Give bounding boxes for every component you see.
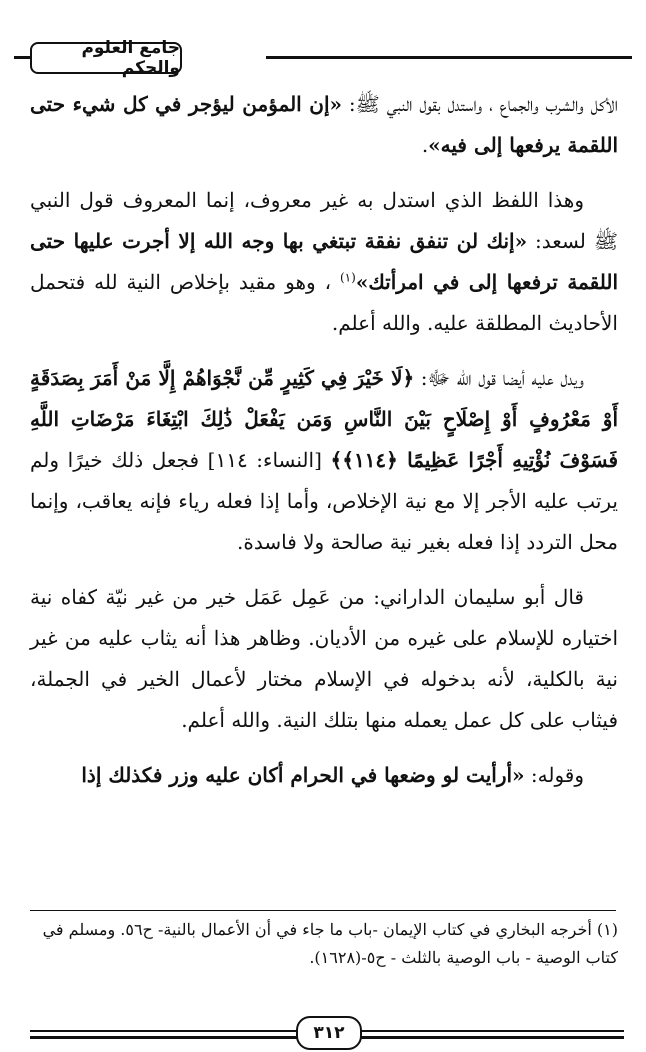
paragraph-3 bbox=[30, 358, 618, 563]
paragraph-2-text: وهذا اللفظ الذي استدل به غير معروف، إنما المعروف قول النبي ﷺ لسعد: bbox=[30, 188, 618, 253]
hadith-quote-3: «أرأيت لو وضعها في الحرام أكان عليه وزر فكذلك إذا bbox=[81, 763, 525, 787]
footnote-divider bbox=[30, 910, 616, 911]
page-number: ٣١٢ bbox=[296, 1016, 362, 1050]
paragraph-3-text: ويدل عليه أيضا قول الله ﷻ: bbox=[414, 366, 584, 390]
paragraph-1 bbox=[30, 84, 618, 166]
paragraph-4 bbox=[30, 577, 618, 741]
footnote: (١) أخرجه البخاري في كتاب الإيمان -باب ما جاء في أن الأعمال بالنية- ح٥٦. ومسلم في كتاب الوصية - باب الوصية بالثلث - ح٥-(١٦٢٨). bbox=[42, 920, 618, 967]
hadith-quote-2: «إنك لن تنفق نفقة تبتغي بها وجه الله إلا أجرت عليها حتى اللقمة ترفعها إلى في امرأتك» bbox=[30, 229, 619, 294]
paragraph-2-tail: ، وهو مقيد بإخلاص النية لله فتحمل الأحاديث المطلقة عليه. والله أعلم. bbox=[30, 270, 618, 335]
book-title: جامع العلوم والحكم bbox=[30, 42, 182, 74]
paragraph-4-text: قال أبو سليمان الداراني: من عَمِل عَمَل خير من غير نيّة كفاه نية اختياره للإسلام على غيره من الأديان. وظاهر هذا أنه يثاب عليه من غير نية بالكلية، لأنه بدخوله في الإسلام مختار لأعمال الخير في الجملة، فيثاب على كل عمل يعمله منها بتلك النية. والله أعلم. bbox=[30, 585, 618, 732]
paragraph-3-tail: [النساء: ١١٤] فجعل ذلك خيرًا ولم يرتب عليه الأجر إلا مع نية الإخلاص، وأما إذا فعله رياء فإنه يعاقب، وإنما محل التردد إذا فعله بغير نية صالحة ولا فاسدة. bbox=[30, 448, 618, 554]
paragraph-2 bbox=[30, 180, 618, 344]
running-header bbox=[14, 38, 632, 78]
paragraph-5 bbox=[30, 755, 618, 796]
paragraph-1-text: الأكل والشرب والجماع ، واستدل بقول النبي ﷺ: bbox=[342, 92, 618, 116]
footnote-marker[interactable]: (١) bbox=[339, 270, 356, 285]
main-text bbox=[30, 84, 618, 810]
hadith-quote-1: «إن المؤمن ليؤجر في كل شيء حتى اللقمة يرفعها إلى فيه» bbox=[30, 92, 618, 157]
paragraph-5-text: وقوله: bbox=[524, 763, 584, 787]
header-rule-right bbox=[266, 56, 632, 59]
quran-verse: ﴿لَا خَيْرَ فِي كَثِيرٍ مِّن نَّجْوَاهُمْ إِلَّا مَنْ أَمَرَ بِصَدَقَةٍ أَوْ مَعْرُوفٍ أَوْ إِصْلَاحٍ بَيْنَ النَّاسِ وَمَن يَفْعَلْ ذَٰلِكَ ابْتِغَاءَ مَرْضَاتِ اللَّهِ فَسَوْفَ نُؤْتِيهِ أَجْرًا عَظِيمًا ﴿١١٤﴾﴾ bbox=[30, 366, 619, 472]
paragraph-1-end: . bbox=[421, 133, 429, 157]
